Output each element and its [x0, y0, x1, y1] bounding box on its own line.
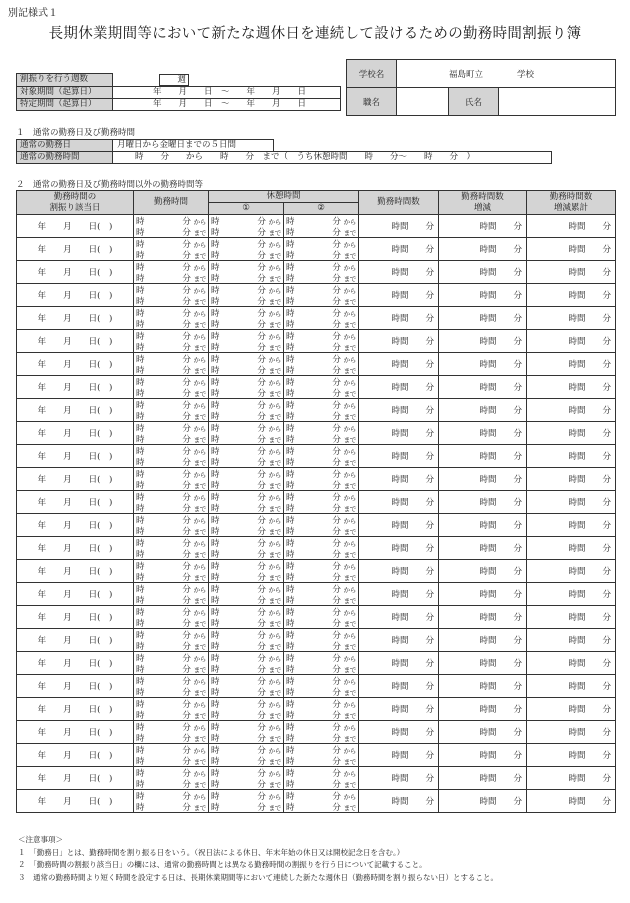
position-label: 職名: [347, 88, 397, 116]
break2-cell[interactable]: 時 分 から 時 分 まで: [284, 491, 359, 514]
note-item: ３ 通常の勤務時間より短く時間を設定する日は、長期休業期間等において連続した新たな週休日（勤務時間を割り振らない日）とすること。: [18, 872, 498, 882]
work-time-cell[interactable]: 時 分 から 時 分 まで: [134, 353, 209, 376]
break1-cell[interactable]: 時 分 から 時 分 まで: [209, 399, 284, 422]
cumulative-cell[interactable]: 時間 分: [527, 238, 616, 261]
table-row: [17, 376, 616, 399]
hours-cell[interactable]: 時間 分: [359, 353, 439, 376]
work-time-cell[interactable]: 時 分 から 時 分 まで: [134, 514, 209, 537]
hours-cell[interactable]: 時間 分: [359, 537, 439, 560]
break1-cell[interactable]: 時 分 から 時 分 まで: [209, 790, 284, 813]
work-time-cell[interactable]: 時 分 から 時 分 まで: [134, 790, 209, 813]
cumulative-cell[interactable]: 時間 分: [527, 468, 616, 491]
break2-cell[interactable]: 時 分 から 時 分 まで: [284, 629, 359, 652]
diff-cell[interactable]: 時間 分: [439, 307, 527, 330]
table-row: [17, 514, 616, 537]
weeks-label: 割振りを行う週数: [17, 74, 113, 87]
normal-hours-value[interactable]: 時 分 から 時 分 まで（ うち休憩時間 時 分〜 時 分 ）: [113, 152, 552, 164]
col-break2-header: ②: [284, 203, 359, 215]
cumulative-cell[interactable]: 時間 分: [527, 744, 616, 767]
break2-cell[interactable]: 時 分 から 時 分 まで: [284, 606, 359, 629]
break1-cell[interactable]: 時 分 から 時 分 まで: [209, 675, 284, 698]
break1-cell[interactable]: 時 分 から 時 分 まで: [209, 491, 284, 514]
date-cell[interactable]: 年 月 日( ): [17, 698, 134, 721]
break2-cell[interactable]: 時 分 から 時 分 まで: [284, 675, 359, 698]
date-cell[interactable]: 年 月 日( ): [17, 399, 134, 422]
date-cell[interactable]: 年 月 日( ): [17, 675, 134, 698]
hours-cell[interactable]: 時間 分: [359, 514, 439, 537]
table-row: [17, 330, 616, 353]
table-row: [17, 261, 616, 284]
position-field[interactable]: [397, 88, 449, 116]
date-cell[interactable]: 年 月 日( ): [17, 790, 134, 813]
break1-cell[interactable]: 時 分 から 時 分 まで: [209, 376, 284, 399]
break1-cell[interactable]: 時 分 から 時 分 まで: [209, 698, 284, 721]
diff-cell[interactable]: 時間 分: [439, 445, 527, 468]
work-time-cell[interactable]: 時 分 から 時 分 まで: [134, 376, 209, 399]
diff-cell[interactable]: 時間 分: [439, 330, 527, 353]
break1-cell[interactable]: 時 分 から 時 分 まで: [209, 652, 284, 675]
hours-cell[interactable]: 時間 分: [359, 721, 439, 744]
cumulative-cell[interactable]: 時間 分: [527, 652, 616, 675]
diff-cell[interactable]: 時間 分: [439, 767, 527, 790]
diff-cell[interactable]: 時間 分: [439, 560, 527, 583]
hours-cell[interactable]: 時間 分: [359, 606, 439, 629]
work-time-cell[interactable]: 時 分 から 時 分 まで: [134, 307, 209, 330]
work-time-cell[interactable]: 時 分 から 時 分 まで: [134, 652, 209, 675]
break2-cell[interactable]: 時 分 から 時 分 まで: [284, 767, 359, 790]
date-cell[interactable]: 年 月 日( ): [17, 376, 134, 399]
break1-cell[interactable]: 時 分 から 時 分 まで: [209, 537, 284, 560]
school-name-label: 学校名: [347, 60, 397, 88]
col-hours-header: 勤務時間数: [359, 191, 439, 215]
date-cell[interactable]: 年 月 日( ): [17, 353, 134, 376]
col-cumulative-header: 勤務時間数 増減累計: [527, 191, 616, 215]
table-row: [17, 399, 616, 422]
break2-cell[interactable]: 時 分 から 時 分 まで: [284, 583, 359, 606]
cumulative-cell[interactable]: 時間 分: [527, 606, 616, 629]
weeks-field[interactable]: 週: [159, 74, 189, 86]
break1-cell[interactable]: 時 分 から 時 分 まで: [209, 606, 284, 629]
cumulative-cell[interactable]: 時間 分: [527, 307, 616, 330]
date-cell[interactable]: 年 月 日( ): [17, 330, 134, 353]
table-row: [17, 215, 616, 238]
form-label: 別記様式１: [8, 8, 58, 19]
hours-cell[interactable]: 時間 分: [359, 445, 439, 468]
section2-heading: ２ 通常の勤務日及び勤務時間以外の勤務時間等: [16, 180, 204, 190]
break1-cell[interactable]: 時 分 から 時 分 まで: [209, 261, 284, 284]
target-period-field[interactable]: 年 月 日 〜 年 月 日: [113, 86, 341, 98]
work-time-cell[interactable]: 時 分 から 時 分 まで: [134, 399, 209, 422]
break2-cell[interactable]: 時 分 から 時 分 まで: [284, 353, 359, 376]
cumulative-cell[interactable]: 時間 分: [527, 629, 616, 652]
hours-cell[interactable]: 時間 分: [359, 767, 439, 790]
break2-cell[interactable]: 時 分 から 時 分 まで: [284, 376, 359, 399]
diff-cell[interactable]: 時間 分: [439, 514, 527, 537]
cumulative-cell[interactable]: 時間 分: [527, 767, 616, 790]
cumulative-cell[interactable]: 時間 分: [527, 376, 616, 399]
break1-cell[interactable]: 時 分 から 時 分 まで: [209, 353, 284, 376]
break1-cell[interactable]: 時 分 から 時 分 まで: [209, 721, 284, 744]
date-cell[interactable]: 年 月 日( ): [17, 215, 134, 238]
work-time-cell[interactable]: 時 分 から 時 分 まで: [134, 330, 209, 353]
date-cell[interactable]: 年 月 日( ): [17, 445, 134, 468]
break2-cell[interactable]: 時 分 から 時 分 まで: [284, 330, 359, 353]
date-cell[interactable]: 年 月 日( ): [17, 468, 134, 491]
break2-cell[interactable]: 時 分 から 時 分 まで: [284, 215, 359, 238]
person-name-label: 氏名: [449, 88, 499, 116]
diff-cell[interactable]: 時間 分: [439, 744, 527, 767]
period-info-table: [16, 73, 341, 111]
date-cell[interactable]: 年 月 日( ): [17, 560, 134, 583]
break1-cell[interactable]: 時 分 から 時 分 まで: [209, 422, 284, 445]
table-row: [17, 629, 616, 652]
break1-cell[interactable]: 時 分 から 時 分 まで: [209, 445, 284, 468]
document-title: 長期休業期間等において新たな週休日を連続して設けるための勤務時間割振り簿: [48, 26, 582, 42]
break2-cell[interactable]: 時 分 から 時 分 まで: [284, 514, 359, 537]
work-time-cell[interactable]: 時 分 から 時 分 まで: [134, 767, 209, 790]
work-time-cell[interactable]: 時 分 から 時 分 まで: [134, 583, 209, 606]
date-cell[interactable]: 年 月 日( ): [17, 583, 134, 606]
cumulative-cell[interactable]: 時間 分: [527, 583, 616, 606]
break1-cell[interactable]: 時 分 から 時 分 まで: [209, 514, 284, 537]
break2-cell[interactable]: 時 分 から 時 分 まで: [284, 284, 359, 307]
break2-cell[interactable]: 時 分 から 時 分 まで: [284, 721, 359, 744]
hours-cell[interactable]: 時間 分: [359, 652, 439, 675]
specific-period-label: 特定期間（起算日）: [17, 98, 113, 110]
table-row: [17, 468, 616, 491]
work-time-cell[interactable]: 時 分 から 時 分 まで: [134, 744, 209, 767]
break1-cell[interactable]: 時 分 から 時 分 まで: [209, 767, 284, 790]
col-date-header: 勤務時間の 割振り該当日: [17, 191, 134, 215]
cumulative-cell[interactable]: 時間 分: [527, 261, 616, 284]
break1-cell[interactable]: 時 分 から 時 分 まで: [209, 560, 284, 583]
table-row: [17, 606, 616, 629]
break2-cell[interactable]: 時 分 から 時 分 まで: [284, 422, 359, 445]
work-time-cell[interactable]: 時 分 から 時 分 まで: [134, 261, 209, 284]
work-time-cell[interactable]: 時 分 から 時 分 まで: [134, 675, 209, 698]
cumulative-cell[interactable]: 時間 分: [527, 698, 616, 721]
table-row: [17, 744, 616, 767]
cumulative-cell[interactable]: 時間 分: [527, 399, 616, 422]
hours-cell[interactable]: 時間 分: [359, 284, 439, 307]
date-cell[interactable]: 年 月 日( ): [17, 284, 134, 307]
diff-cell[interactable]: 時間 分: [439, 629, 527, 652]
col-break1-header: ①: [209, 203, 284, 215]
break2-cell[interactable]: 時 分 から 時 分 まで: [284, 744, 359, 767]
cumulative-cell[interactable]: 時間 分: [527, 215, 616, 238]
hours-cell[interactable]: 時間 分: [359, 675, 439, 698]
table-row: [17, 353, 616, 376]
work-time-cell[interactable]: 時 分 から 時 分 まで: [134, 629, 209, 652]
diff-cell[interactable]: 時間 分: [439, 353, 527, 376]
diff-cell[interactable]: 時間 分: [439, 698, 527, 721]
break2-cell[interactable]: 時 分 から 時 分 まで: [284, 698, 359, 721]
school-name-field[interactable]: 福島町立 学校: [397, 60, 616, 88]
diff-cell[interactable]: 時間 分: [439, 284, 527, 307]
work-time-cell[interactable]: 時 分 から 時 分 まで: [134, 537, 209, 560]
diff-cell[interactable]: 時間 分: [439, 675, 527, 698]
break1-cell[interactable]: 時 分 から 時 分 まで: [209, 583, 284, 606]
table-row: [17, 238, 616, 261]
col-diff-header: 勤務時間数 増減: [439, 191, 527, 215]
break1-cell[interactable]: 時 分 から 時 分 まで: [209, 744, 284, 767]
schedule-rows: [17, 215, 616, 813]
table-row: [17, 698, 616, 721]
cumulative-cell[interactable]: 時間 分: [527, 790, 616, 813]
break1-cell[interactable]: 時 分 から 時 分 まで: [209, 238, 284, 261]
hours-cell[interactable]: 時間 分: [359, 238, 439, 261]
hours-cell[interactable]: 時間 分: [359, 560, 439, 583]
work-time-cell[interactable]: 時 分 から 時 分 まで: [134, 560, 209, 583]
break2-cell[interactable]: 時 分 から 時 分 まで: [284, 537, 359, 560]
target-period-label: 対象期間（起算日）: [17, 86, 113, 98]
date-cell[interactable]: 年 月 日( ): [17, 537, 134, 560]
work-time-cell[interactable]: 時 分 から 時 分 まで: [134, 468, 209, 491]
diff-cell[interactable]: 時間 分: [439, 537, 527, 560]
diff-cell[interactable]: 時間 分: [439, 376, 527, 399]
date-cell[interactable]: 年 月 日( ): [17, 606, 134, 629]
date-cell[interactable]: 年 月 日( ): [17, 422, 134, 445]
break1-cell[interactable]: 時 分 から 時 分 まで: [209, 284, 284, 307]
date-cell[interactable]: 年 月 日( ): [17, 261, 134, 284]
table-row: [17, 445, 616, 468]
cumulative-cell[interactable]: 時間 分: [527, 560, 616, 583]
diff-cell[interactable]: 時間 分: [439, 215, 527, 238]
cumulative-cell[interactable]: 時間 分: [527, 537, 616, 560]
table-row: [17, 422, 616, 445]
hours-cell[interactable]: 時間 分: [359, 468, 439, 491]
diff-cell[interactable]: 時間 分: [439, 238, 527, 261]
cumulative-cell[interactable]: 時間 分: [527, 491, 616, 514]
date-cell[interactable]: 年 月 日( ): [17, 491, 134, 514]
table-row: [17, 767, 616, 790]
break2-cell[interactable]: 時 分 から 時 分 まで: [284, 652, 359, 675]
break2-cell[interactable]: 時 分 から 時 分 まで: [284, 560, 359, 583]
diff-cell[interactable]: 時間 分: [439, 721, 527, 744]
date-cell[interactable]: 年 月 日( ): [17, 721, 134, 744]
normal-workday-value: 月曜日から金曜日までの５日間: [113, 140, 274, 152]
work-time-cell[interactable]: 時 分 から 時 分 まで: [134, 606, 209, 629]
hours-cell[interactable]: 時間 分: [359, 698, 439, 721]
section1-heading: １ 通常の勤務日及び勤務時間: [16, 128, 136, 138]
diff-cell[interactable]: 時間 分: [439, 790, 527, 813]
cumulative-cell[interactable]: 時間 分: [527, 330, 616, 353]
date-cell[interactable]: 年 月 日( ): [17, 767, 134, 790]
break1-cell[interactable]: 時 分 から 時 分 まで: [209, 330, 284, 353]
hours-cell[interactable]: 時間 分: [359, 307, 439, 330]
table-row: [17, 721, 616, 744]
date-cell[interactable]: 年 月 日( ): [17, 307, 134, 330]
date-cell[interactable]: 年 月 日( ): [17, 652, 134, 675]
note-item: １ 「勤務日」とは、勤務時間を割り振る日をいう。（祝日法による休日、年末年始の休日又は開校記念日を含む。）: [18, 847, 405, 857]
specific-period-field[interactable]: 年 月 日 〜 年 月 日: [113, 98, 341, 110]
work-time-cell[interactable]: 時 分 から 時 分 まで: [134, 721, 209, 744]
hours-cell[interactable]: 時間 分: [359, 422, 439, 445]
table-row: [17, 537, 616, 560]
col-break-header: 休憩時間: [209, 191, 359, 203]
school-info-table: [346, 59, 616, 116]
diff-cell[interactable]: 時間 分: [439, 491, 527, 514]
cumulative-cell[interactable]: 時間 分: [527, 445, 616, 468]
table-row: [17, 491, 616, 514]
notes: [18, 834, 498, 884]
notes-heading: ＜注意事項＞: [18, 835, 63, 844]
break2-cell[interactable]: 時 分 から 時 分 まで: [284, 790, 359, 813]
break2-cell[interactable]: 時 分 から 時 分 まで: [284, 261, 359, 284]
work-time-cell[interactable]: 時 分 から 時 分 まで: [134, 284, 209, 307]
diff-cell[interactable]: 時間 分: [439, 583, 527, 606]
work-time-cell[interactable]: 時 分 から 時 分 まで: [134, 445, 209, 468]
table-row: [17, 307, 616, 330]
table-row: [17, 652, 616, 675]
table-row: [17, 675, 616, 698]
hours-cell[interactable]: 時間 分: [359, 744, 439, 767]
normal-hours-table: [16, 139, 552, 164]
date-cell[interactable]: 年 月 日( ): [17, 629, 134, 652]
cumulative-cell[interactable]: 時間 分: [527, 422, 616, 445]
normal-workday-label: 通常の勤務日: [17, 140, 113, 152]
work-time-cell[interactable]: 時 分 から 時 分 まで: [134, 215, 209, 238]
break1-cell[interactable]: 時 分 から 時 分 まで: [209, 215, 284, 238]
cumulative-cell[interactable]: 時間 分: [527, 514, 616, 537]
table-row: [17, 583, 616, 606]
hours-cell[interactable]: 時間 分: [359, 790, 439, 813]
table-row: [17, 790, 616, 813]
cumulative-cell[interactable]: 時間 分: [527, 353, 616, 376]
break2-cell[interactable]: 時 分 から 時 分 まで: [284, 238, 359, 261]
work-time-cell[interactable]: 時 分 から 時 分 まで: [134, 491, 209, 514]
break1-cell[interactable]: 時 分 から 時 分 まで: [209, 307, 284, 330]
diff-cell[interactable]: 時間 分: [439, 606, 527, 629]
hours-cell[interactable]: 時間 分: [359, 261, 439, 284]
work-time-cell[interactable]: 時 分 から 時 分 まで: [134, 698, 209, 721]
schedule-table: [16, 190, 616, 813]
break2-cell[interactable]: 時 分 から 時 分 まで: [284, 307, 359, 330]
break1-cell[interactable]: 時 分 から 時 分 まで: [209, 629, 284, 652]
diff-cell[interactable]: 時間 分: [439, 399, 527, 422]
date-cell[interactable]: 年 月 日( ): [17, 238, 134, 261]
hours-cell[interactable]: 時間 分: [359, 330, 439, 353]
work-time-cell[interactable]: 時 分 から 時 分 まで: [134, 238, 209, 261]
hours-cell[interactable]: 時間 分: [359, 583, 439, 606]
hours-cell[interactable]: 時間 分: [359, 376, 439, 399]
hours-cell[interactable]: 時間 分: [359, 399, 439, 422]
date-cell[interactable]: 年 月 日( ): [17, 744, 134, 767]
diff-cell[interactable]: 時間 分: [439, 652, 527, 675]
cumulative-cell[interactable]: 時間 分: [527, 284, 616, 307]
hours-cell[interactable]: 時間 分: [359, 629, 439, 652]
work-time-cell[interactable]: 時 分 から 時 分 まで: [134, 422, 209, 445]
normal-hours-label: 通常の勤務時間: [17, 152, 113, 164]
cumulative-cell[interactable]: 時間 分: [527, 675, 616, 698]
col-worktime-header: 勤務時間: [134, 191, 209, 215]
note-item: ２ 「勤務時間の割振り該当日」の欄には、通常の勤務時間とは異なる勤務時間の割振りを行う日について記載すること。: [18, 860, 427, 869]
diff-cell[interactable]: 時間 分: [439, 261, 527, 284]
diff-cell[interactable]: 時間 分: [439, 468, 527, 491]
hours-cell[interactable]: 時間 分: [359, 215, 439, 238]
table-row: [17, 284, 616, 307]
person-name-field[interactable]: [499, 88, 616, 116]
table-row: [17, 560, 616, 583]
hours-cell[interactable]: 時間 分: [359, 491, 439, 514]
date-cell[interactable]: 年 月 日( ): [17, 514, 134, 537]
diff-cell[interactable]: 時間 分: [439, 422, 527, 445]
break2-cell[interactable]: 時 分 から 時 分 まで: [284, 399, 359, 422]
cumulative-cell[interactable]: 時間 分: [527, 721, 616, 744]
break2-cell[interactable]: 時 分 から 時 分 まで: [284, 445, 359, 468]
break2-cell[interactable]: 時 分 から 時 分 まで: [284, 468, 359, 491]
break1-cell[interactable]: 時 分 から 時 分 まで: [209, 468, 284, 491]
